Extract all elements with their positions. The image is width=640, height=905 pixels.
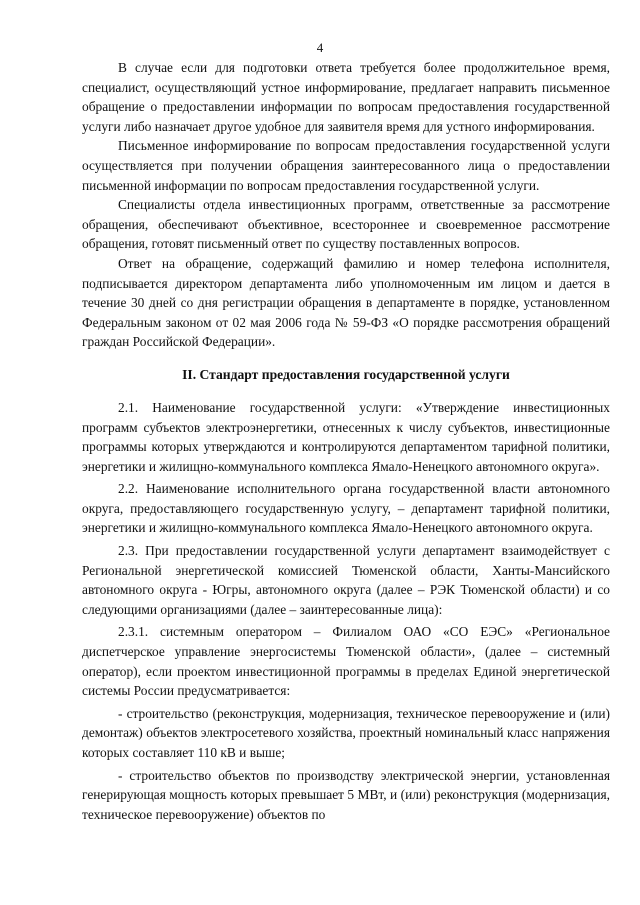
document-body: [82, 58, 610, 824]
list-item-generation-construction: - строительство объектов по производству электрической энергии, установленная генерирующая мощность которых превышает 5 МВт, и (или) реконструкция (модернизация, техническое перевооружение) объектов по: [82, 767, 610, 822]
paragraph-oral-info-extension: В случае если для подготовки ответа требуется более продолжительное время, специалист, осуществляющий устное информирование, предлагает направить письменное обращение о предоставлении информации по вопросам предоставления государственной услуги либо назначает другое удобное для заявителя время для устного информирования.: [82, 60, 610, 134]
paragraph-2-3-interaction: 2.3. При предоставлении государственной услуги департамент взаимодействует с Региональной энергетической комиссией Тюменской области, Ханты-Мансийского автономного округа - Югры, автономного округа (далее – РЭК Тюменской области) и со следующими организациями (далее – заинтересованные лица):: [82, 543, 610, 617]
paragraph-written-info: Письменное информирование по вопросам предоставления государственной услуги осуществляется при получении обращения заинтересованного лица о предоставлении письменной информации по вопросам предоставления государственной услуги.: [82, 138, 610, 193]
paragraph-2-2-authority-name: 2.2. Наименование исполнительного органа государственной власти автономного округа, предоставляющего государственную услугу, – департамент тарифной политики, энергетики и жилищно-коммунального комплекса Ямало-Ненецкого автономного округа.: [82, 481, 610, 536]
paragraph-2-3-1-system-operator: 2.3.1. системным оператором – Филиалом ОАО «СО ЕЭС» «Региональное диспетчерское управление энергосистемы Тюменской области», (далее – системный оператор), если проектом инвестиционной программы в пределах Единой энергетической системы России предусматривается:: [82, 624, 610, 699]
section-heading: II. Стандарт предоставления государственной услуги: [182, 366, 510, 382]
paragraph-specialists-review: Специалисты отдела инвестиционных программ, ответственные за рассмотрение обращения, обеспечивают объективное, всестороннее и своевременное рассмотрение обращения, готовят письменный ответ по существу поставленных вопросов.: [82, 197, 610, 252]
list-item-grid-construction: - строительство (реконструкция, модернизация, техническое перевооружение и (или) демонтаж) объектов электросетевого хозяйства, проектный номинальный класс напряжения которых составляет 110 кВ и выше;: [82, 705, 610, 760]
paragraph-response-signing: Ответ на обращение, содержащий фамилию и номер телефона исполнителя, подписывается директором департамента либо уполномоченным им лицом и дается в течение 30 дней со дня регистрации обращения в департаменте в порядке, установленном Федеральным законом от 02 мая 2006 года № 59-ФЗ «О порядке рассмотрения обращений граждан Российской Федерации».: [82, 255, 610, 350]
page-number: 4: [316, 40, 324, 55]
paragraph-2-1-service-name: 2.1. Наименование государственной услуги: «Утверждение инвестиционных программ субъектов электроэнергетики, отнесенных к числу субъектов, инвестиционные программы которых утверждаются и контролируются департаментом тарифной политики, энергетики и жилищно-коммунального комплекса Ямало-Ненецкого автономного округа».: [82, 399, 610, 474]
